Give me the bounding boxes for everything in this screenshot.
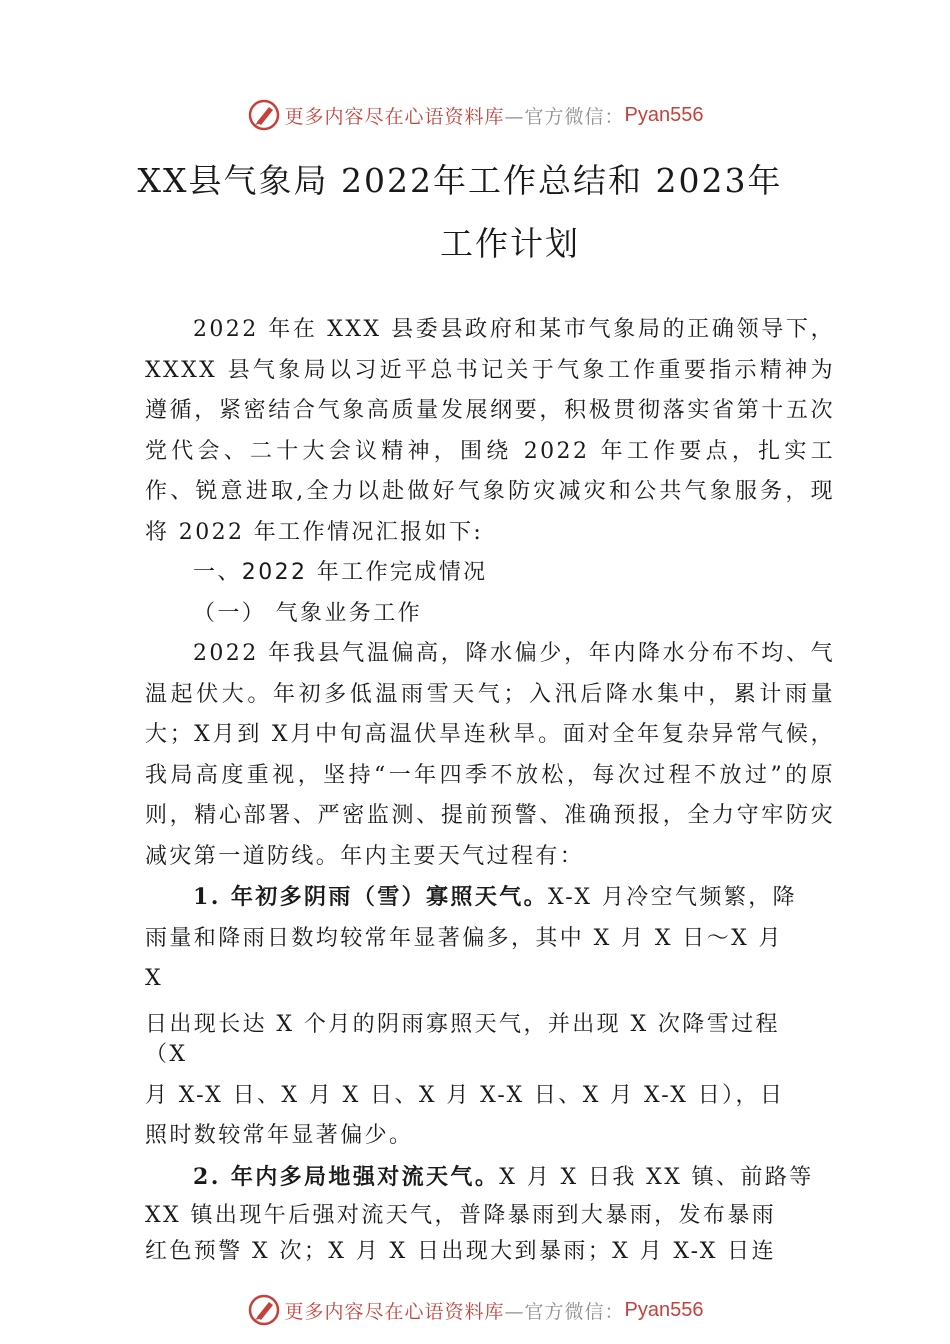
watermark-separator-text: —官方微信： xyxy=(504,105,625,128)
document-title-line-2: 工作计划 xyxy=(440,224,580,263)
intro-paragraph: 2022 年在 XXX 县委县政府和某市气象局的正确领导下， XXXX 县气象局以习近平总书记关于气象工作重要指示精神为遵循，紧密结合气象高质量发展纲要，积极贯彻落实省第十五次党代会、二十大会议精神，围绕 2022 年工作要点，扎实工作、锐意进取,全力以赴做好气象防灾减灾和公共气象服务，现将 2022 年工作情况汇报如下: xyxy=(145,317,835,545)
item-1-first-line xyxy=(145,877,835,919)
pen-nib-logo-icon xyxy=(247,1293,281,1327)
watermark-wechat-id: Pyan556 xyxy=(624,1298,704,1321)
section-heading-2: （一） 气象业务工作 xyxy=(193,600,422,626)
weather-summary-paragraph: 2022 年我县气温偏高，降水偏少，年内降水分布不均、气温起伏大。年初多低温雨雪天气；入汛后降水集中，累计雨量大；X月到 X月中旬高温伏旱连秋旱。面对全年复杂异常气候，我局高度重视，坚持“一年四季不放松，每次过程不放过”的原则，精心部署、严密监测、提前预警、准确预报，全力守牢防灾减灾第一道防线。年内主要天气过程有： xyxy=(145,641,835,869)
item-1-heading: 1. 年初多阴雨（雪）寡照天气。 xyxy=(193,884,549,910)
item-2-heading: 2. 年内多局地强对流天气。 xyxy=(193,1163,500,1190)
item-1-line-3: X xyxy=(145,966,164,991)
item-1-line-5: （X xyxy=(145,1041,188,1067)
section-heading-1: 一、2022 年工作完成情况 xyxy=(193,560,488,585)
document-body xyxy=(145,310,835,1270)
item-1-line-4: 日出现长达 X 个月的阴雨寡照天气，并出现 X 次降雪过程 xyxy=(145,1011,780,1037)
watermark-wechat-id: Pyan556 xyxy=(624,103,704,126)
watermark-banner-top xyxy=(0,95,950,135)
watermark-banner-bottom xyxy=(0,1290,950,1330)
item-1-line-6: 月 X-X 日、X 月 X 日、X 月 X-X 日、X 月 X-X 日），日 xyxy=(145,1082,785,1108)
watermark-brand-text: 更多内容尽在心语资料库 xyxy=(284,1300,505,1323)
item-1-text: X-X 月冷空气频繁，降 xyxy=(548,885,798,910)
document-title-line-1: XX县气象局 2022年工作总结和 2023年 xyxy=(137,161,783,200)
item-2-line-3: 红色预警 X 次；X 月 X 日出现大到暴雨；X 月 X-X 日连 xyxy=(145,1239,776,1264)
item-1-line-2: 雨量和降雨日数均较常年显著偏多，其中 X 月 X 日～X 月 xyxy=(145,925,783,951)
watermark-brand-text: 更多内容尽在心语资料库 xyxy=(284,105,505,128)
item-2-line-2: XX 镇出现午后强对流天气，普降暴雨到大暴雨，发布暴雨 xyxy=(145,1203,777,1228)
watermark-separator-text: —官方微信： xyxy=(504,1300,625,1323)
item-1-line-7: 照时数较常年显著偏少。 xyxy=(145,1123,414,1148)
pen-nib-logo-icon xyxy=(247,98,281,132)
item-2-text: X 月 X 日我 XX 镇、前路等 xyxy=(499,1164,814,1190)
item-2-first-line xyxy=(145,1157,835,1199)
